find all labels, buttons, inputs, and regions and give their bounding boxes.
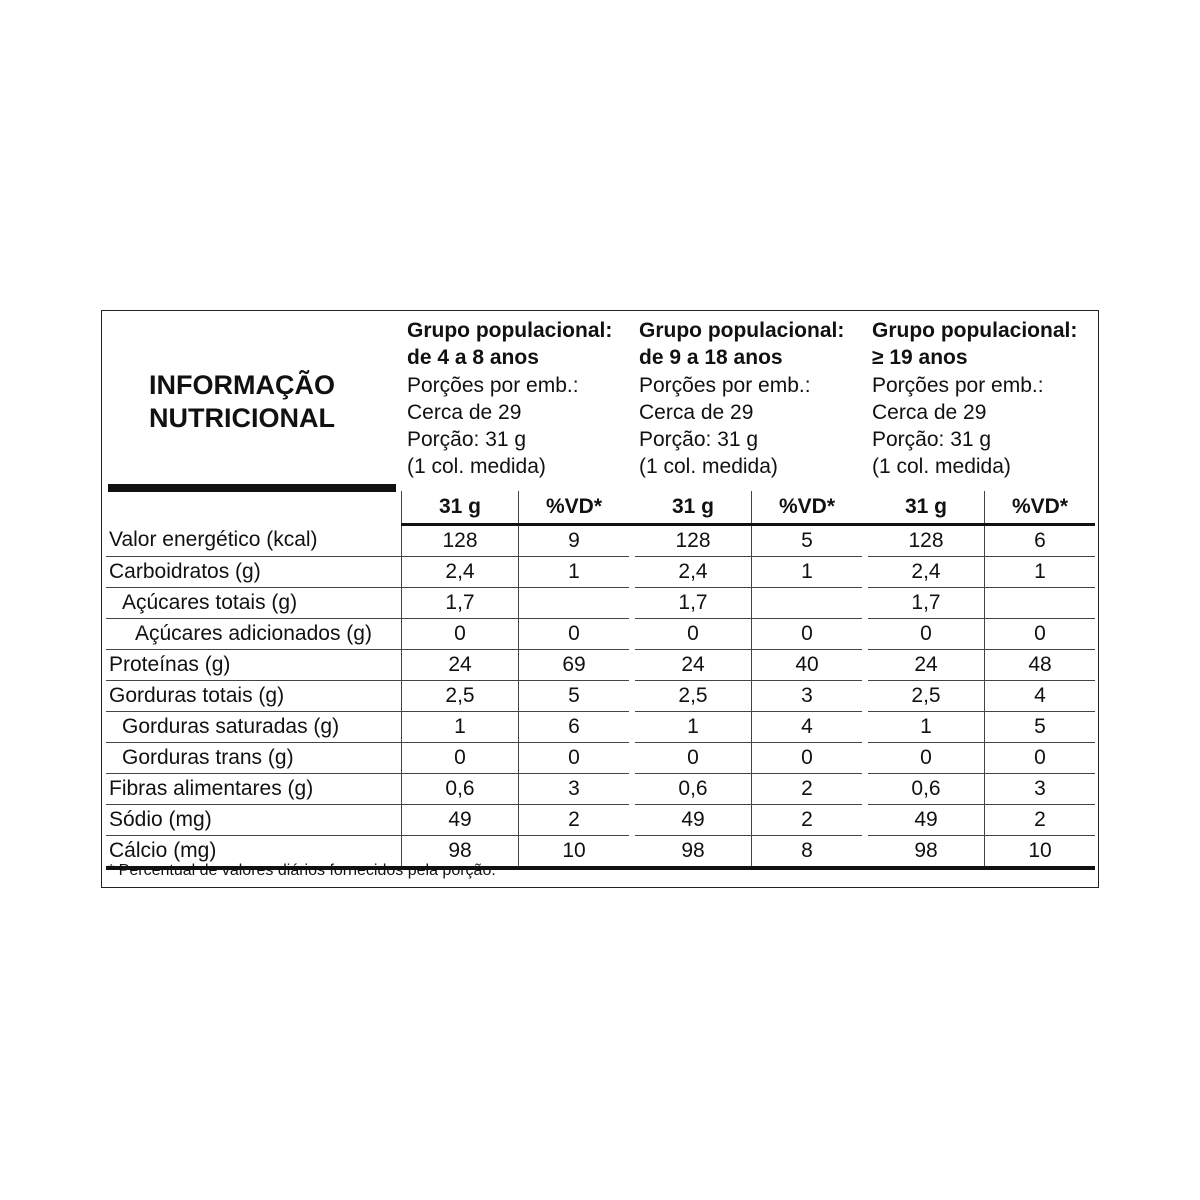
vd-cell: 2	[752, 774, 863, 805]
amount-cell: 0	[402, 619, 519, 650]
amount-cell: 49	[635, 805, 752, 836]
col-amount-3: 31 g	[868, 491, 985, 525]
group-header-4-8	[407, 317, 612, 481]
amount-cell: 2,5	[868, 681, 985, 712]
vd-cell: 0	[985, 619, 1096, 650]
portion-measure: (1 col. medida)	[872, 455, 1011, 479]
nutrient-label: Açúcares adicionados (g)	[106, 619, 402, 650]
amount-cell: 1	[402, 712, 519, 743]
amount-cell: 24	[868, 650, 985, 681]
vd-cell	[985, 588, 1096, 619]
vd-cell: 6	[985, 525, 1096, 557]
vd-cell: 9	[519, 525, 630, 557]
table-row	[106, 712, 1095, 743]
amount-cell: 2,4	[402, 557, 519, 588]
nutrient-label: Gorduras trans (g)	[106, 743, 402, 774]
group-title: Grupo populacional:	[407, 319, 613, 342]
amount-cell: 128	[402, 525, 519, 557]
servings-value: Cerca de 29	[407, 400, 522, 424]
vd-cell: 2	[985, 805, 1096, 836]
amount-cell: 98	[868, 836, 985, 869]
servings-value: Cerca de 29	[872, 400, 987, 424]
group-age: de 9 a 18 anos	[639, 346, 783, 370]
vd-cell: 3	[519, 774, 630, 805]
vd-cell	[519, 588, 630, 619]
table-row	[106, 619, 1095, 650]
group-age: ≥ 19 anos	[872, 346, 968, 370]
vd-cell: 5	[985, 712, 1096, 743]
vd-cell: 0	[752, 743, 863, 774]
servings-value: Cerca de 29	[639, 400, 754, 424]
vd-cell: 1	[985, 557, 1096, 588]
vd-cell: 1	[519, 557, 630, 588]
vd-cell: 2	[752, 805, 863, 836]
vd-cell: 0	[752, 619, 863, 650]
nutrient-label: Gorduras totais (g)	[106, 681, 402, 712]
vd-cell: 69	[519, 650, 630, 681]
vd-cell: 6	[519, 712, 630, 743]
amount-cell: 24	[635, 650, 752, 681]
amount-cell: 0	[635, 619, 752, 650]
portion-size: Porção: 31 g	[407, 428, 527, 452]
vd-cell: 10	[985, 836, 1096, 869]
title-line-1: INFORMAÇÃO	[149, 370, 335, 400]
group-age: de 4 a 8 anos	[407, 346, 539, 370]
table-row	[106, 805, 1095, 836]
vd-cell: 4	[985, 681, 1096, 712]
vd-cell: 2	[519, 805, 630, 836]
amount-cell: 0	[402, 743, 519, 774]
vd-cell: 0	[985, 743, 1096, 774]
vd-cell: 0	[519, 619, 630, 650]
nutrient-label: Proteínas (g)	[106, 650, 402, 681]
vd-cell: 4	[752, 712, 863, 743]
col-vd-3: %VD*	[985, 491, 1096, 525]
col-vd-2: %VD*	[752, 491, 863, 525]
servings-label: Porções por emb.:	[872, 373, 1044, 397]
amount-cell: 128	[635, 525, 752, 557]
portion-size: Porção: 31 g	[872, 428, 992, 452]
nutrition-table	[106, 491, 1095, 870]
label-title	[149, 369, 335, 435]
group-header-9-18	[639, 317, 844, 481]
amount-cell: 1,7	[402, 588, 519, 619]
nutrient-rows	[106, 525, 1095, 869]
amount-cell: 49	[868, 805, 985, 836]
vd-cell: 10	[519, 836, 630, 869]
amount-cell: 1	[868, 712, 985, 743]
vd-cell: 5	[519, 681, 630, 712]
vd-cell	[752, 588, 863, 619]
vd-cell: 3	[985, 774, 1096, 805]
nutrient-label: Sódio (mg)	[106, 805, 402, 836]
vd-cell: 40	[752, 650, 863, 681]
portion-measure: (1 col. medida)	[639, 455, 778, 479]
column-header-row	[106, 491, 1095, 525]
col-amount-1: 31 g	[402, 491, 519, 525]
amount-cell: 0	[868, 619, 985, 650]
amount-cell: 1,7	[635, 588, 752, 619]
title-line-2: NUTRICIONAL	[149, 403, 335, 433]
table-row	[106, 774, 1095, 805]
amount-cell: 0	[635, 743, 752, 774]
nutrient-label: Valor energético (kcal)	[106, 525, 402, 557]
amount-cell: 128	[868, 525, 985, 557]
amount-cell: 98	[402, 836, 519, 869]
amount-cell: 1	[635, 712, 752, 743]
amount-cell: 2,4	[635, 557, 752, 588]
header-spacer	[106, 491, 402, 525]
servings-label: Porções por emb.:	[407, 373, 579, 397]
col-amount-2: 31 g	[635, 491, 752, 525]
vd-cell: 1	[752, 557, 863, 588]
group-title: Grupo populacional:	[872, 319, 1078, 342]
nutrient-label: Açúcares totais (g)	[106, 588, 402, 619]
nutrient-label: Fibras alimentares (g)	[106, 774, 402, 805]
portion-size: Porção: 31 g	[639, 428, 759, 452]
vd-cell: 3	[752, 681, 863, 712]
vd-cell: 48	[985, 650, 1096, 681]
vd-cell: 5	[752, 525, 863, 557]
group-title: Grupo populacional:	[639, 319, 845, 342]
table-row	[106, 525, 1095, 557]
amount-cell: 98	[635, 836, 752, 869]
table-row	[106, 557, 1095, 588]
vd-cell: 8	[752, 836, 863, 869]
table-row	[106, 650, 1095, 681]
nutrient-label: Cálcio (mg)	[106, 836, 402, 869]
amount-cell: 1,7	[868, 588, 985, 619]
nutrient-label: Gorduras saturadas (g)	[106, 712, 402, 743]
vd-cell: 0	[519, 743, 630, 774]
table-row	[106, 681, 1095, 712]
table-row	[106, 588, 1095, 619]
amount-cell: 2,5	[402, 681, 519, 712]
amount-cell: 2,4	[868, 557, 985, 588]
group-header-19-plus	[872, 317, 1077, 481]
footnote: * Percentual de valores diários fornecidos pela porção.	[108, 862, 496, 879]
amount-cell: 49	[402, 805, 519, 836]
amount-cell: 0,6	[868, 774, 985, 805]
table-row	[106, 743, 1095, 774]
amount-cell: 2,5	[635, 681, 752, 712]
amount-cell: 24	[402, 650, 519, 681]
amount-cell: 0	[868, 743, 985, 774]
nutrition-facts-label	[101, 310, 1099, 888]
amount-cell: 0,6	[635, 774, 752, 805]
portion-measure: (1 col. medida)	[407, 455, 546, 479]
nutrient-label: Carboidratos (g)	[106, 557, 402, 588]
col-vd-1: %VD*	[519, 491, 630, 525]
servings-label: Porções por emb.:	[639, 373, 811, 397]
amount-cell: 0,6	[402, 774, 519, 805]
